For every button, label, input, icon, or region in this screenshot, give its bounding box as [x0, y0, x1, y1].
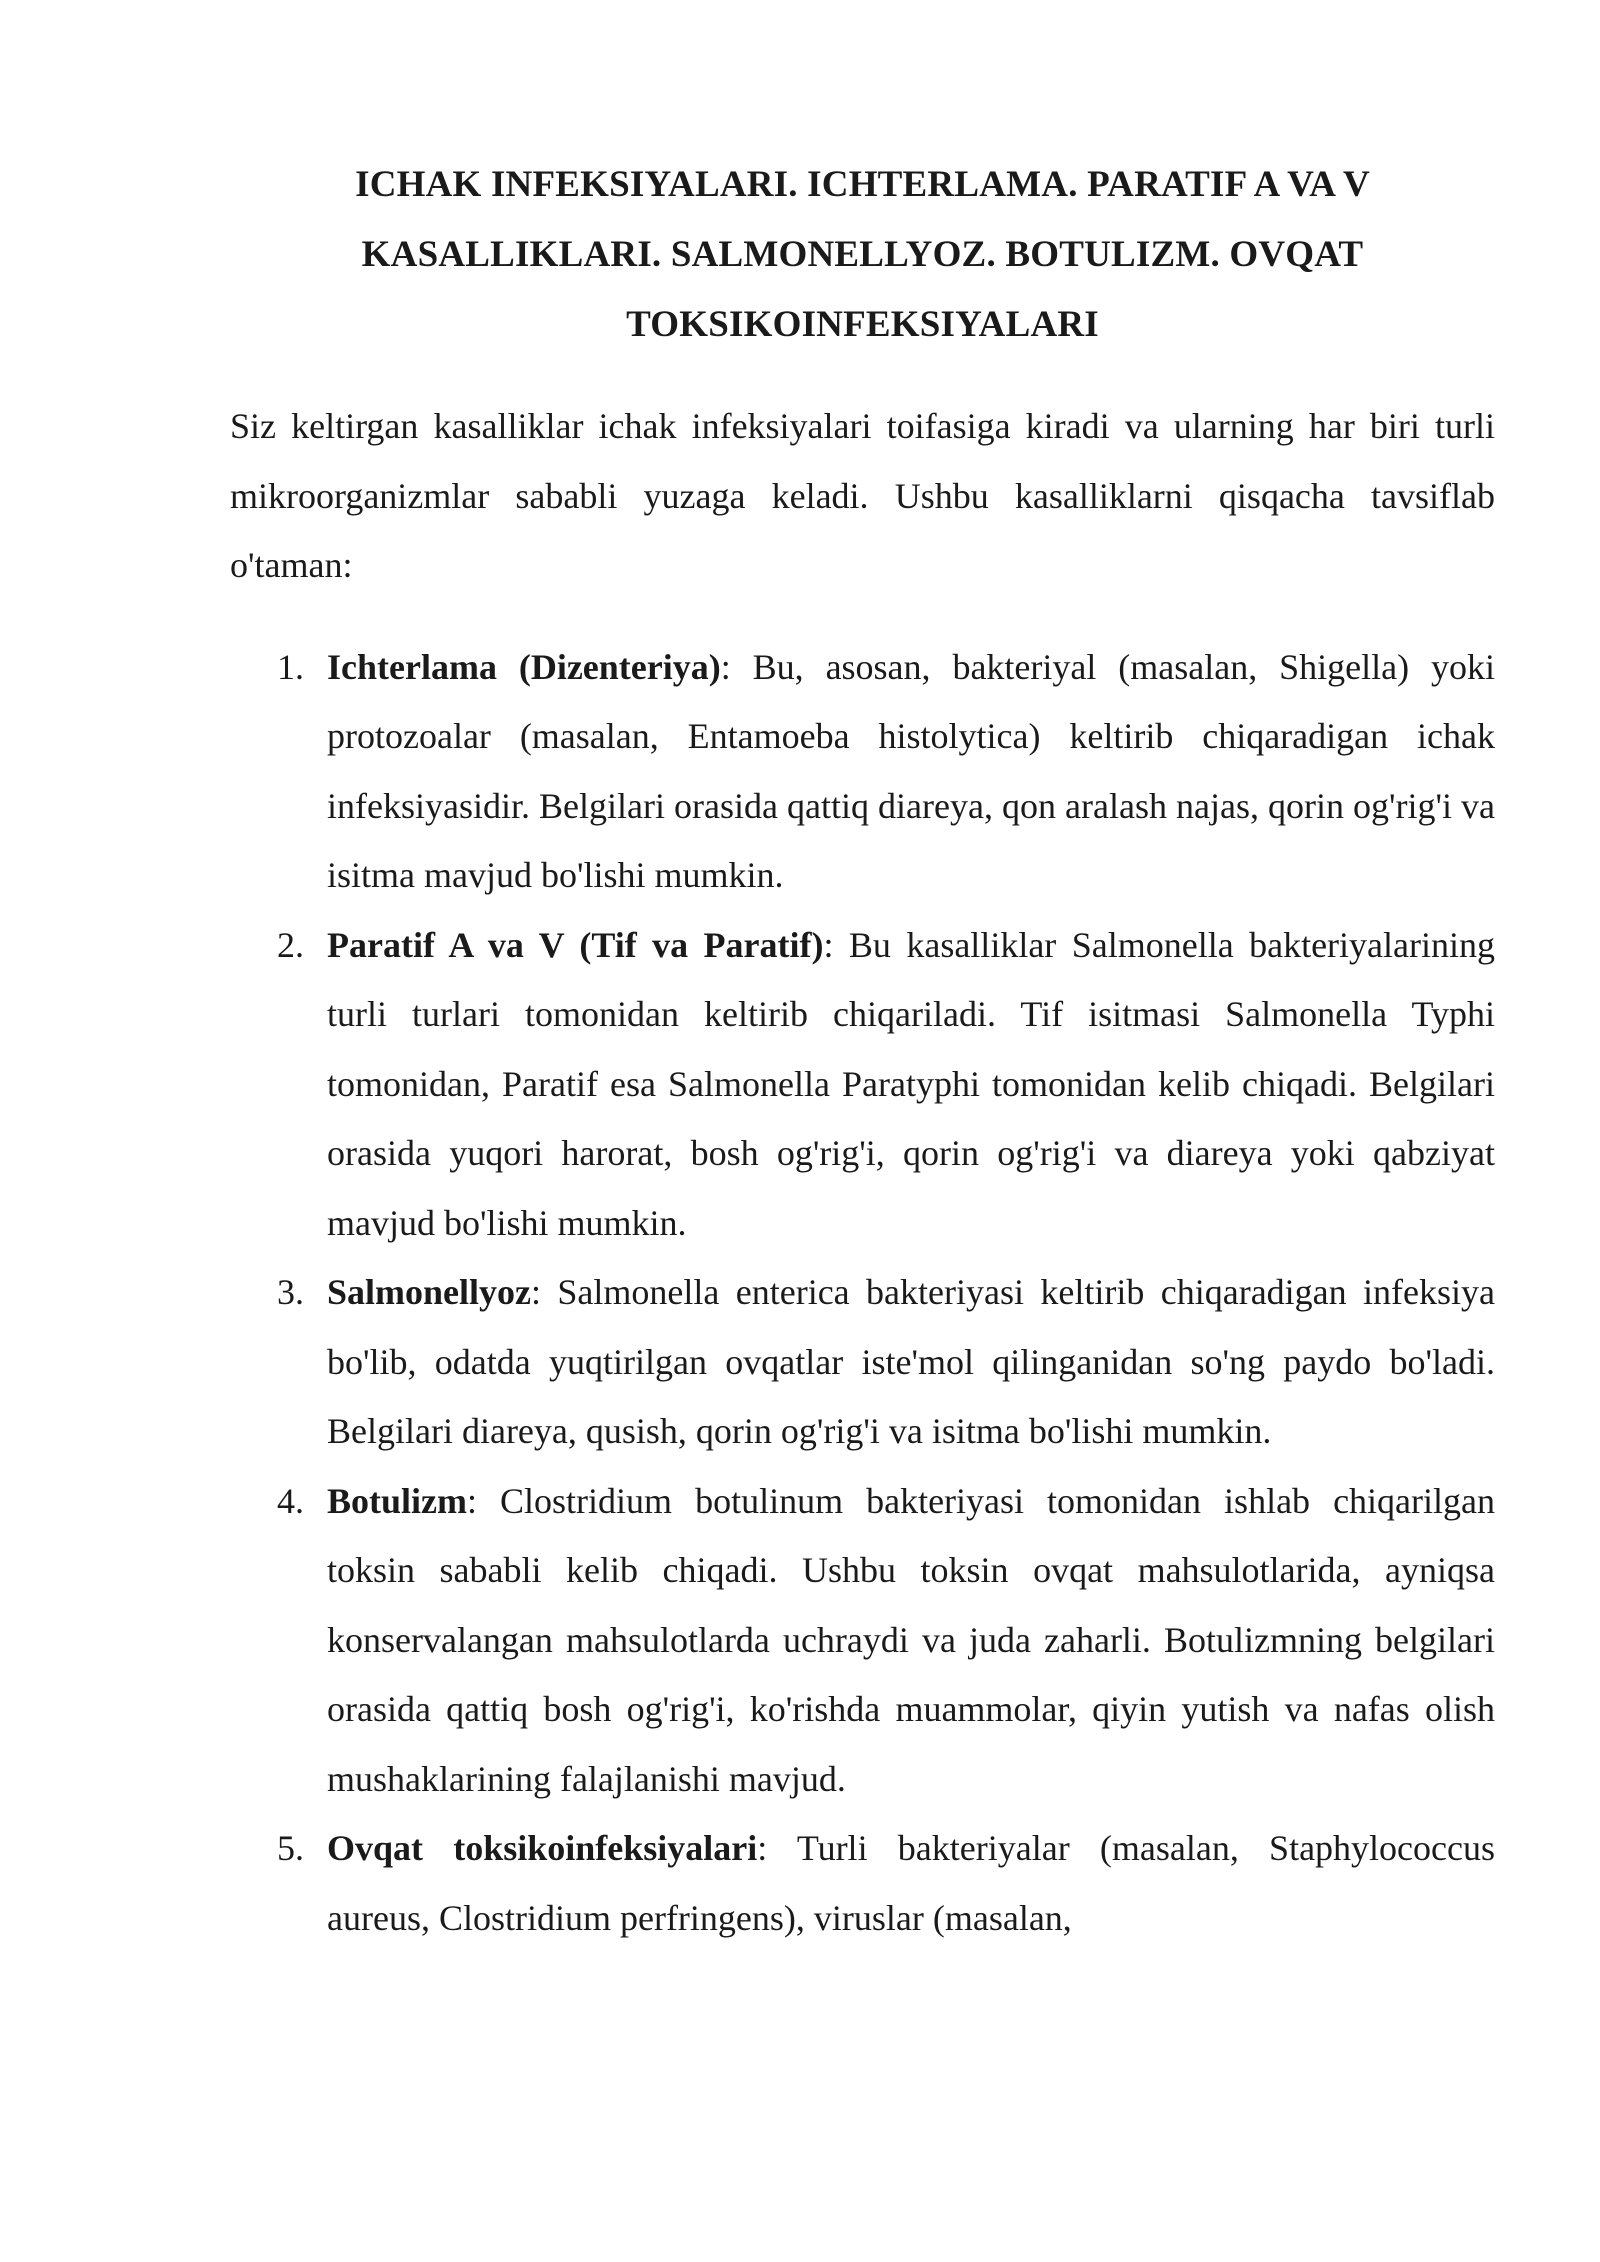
- list-item-number: 3.: [277, 1272, 304, 1312]
- list-item-term: Ovqat toksikoinfeksiyalari: [327, 1828, 758, 1868]
- list-item-text: : Clostridium botulinum bakteriyasi tomonidan ishlab chiqarilgan toksin sababli kelib chiqadi. Ushbu toksin ovqat mahsulotlarida, ayniqsa konservalangan mahsulotlarda uchraydi va juda zaharli. Botulizmning belgilari orasida qattiq bosh og'rig'i, ko'rishda muammolar, qiyin yutish va nafas olish mushaklarining falajlanishi mavjud.: [327, 1480, 1495, 1799]
- list-item-text: : Salmonella enterica bakteriyasi keltirib chiqaradigan infeksiya bo'lib, odatda yuqtirilgan ovqatlar iste'mol qilinganidan so'ng paydo bo'ladi. Belgilari diareya, qusish, qorin og'rig'i va isitma bo'lishi mumkin.: [327, 1272, 1495, 1451]
- list-item: [230, 633, 1495, 911]
- list-item: [230, 1814, 1495, 1953]
- list-item: [230, 1258, 1495, 1467]
- list-item: [230, 1467, 1495, 1815]
- list-item-term: Ichterlama (Dizenteriya): [327, 646, 721, 687]
- list-item-term: Botulizm: [327, 1480, 467, 1521]
- list-item-number: 5.: [277, 1828, 304, 1868]
- document-title: ICHAK INFEKSIYALARI. ICHTERLAMA. PARATIF A VA V KASALLIKLARI. SALMONELLYOZ. BOTULIZM. OVQAT TOKSIKOINFEKSIYALARI: [355, 164, 1370, 345]
- list-item-text: : Turli bakteriyalar (masalan, Staphylococcus aureus, Clostridium perfringens), viruslar (masalan,: [327, 1828, 1495, 1938]
- list-item-number: 1.: [277, 646, 304, 687]
- intro-paragraph: Siz keltirgan kasalliklar ichak infeksiyalari toifasiga kiradi va ularning har biri turli mikroorganizmlar sababli yuzaga keladi. Ushbu kasalliklarni qisqacha tavsiflab o'taman:: [230, 406, 1495, 585]
- disease-list: [230, 633, 1495, 1954]
- list-item-number: 4.: [277, 1480, 304, 1521]
- document-page: [230, 150, 1495, 1953]
- list-item-text: : Bu kasalliklar Salmonella bakteriyalarining turli turlari tomonidan keltirib chiqariladi. Tif isitmasi Salmonella Typhi tomonidan, Paratif esa Salmonella Paratyphi tomonidan kelib chiqadi. Belgilari orasida yuqori harorat, bosh og'rig'i, qorin og'rig'i va diareya yoki qabziyat mavjud bo'lishi mumkin.: [327, 924, 1495, 1243]
- list-item-term: Salmonellyoz: [327, 1272, 531, 1312]
- list-item-term: Paratif A va V (Tif va Paratif): [327, 924, 824, 965]
- list-item: [230, 911, 1495, 1259]
- list-item-text: : Bu, asosan, bakteriyal (masalan, Shigella) yoki protozoalar (masalan, Entamoeba histolytica) keltirib chiqaradigan ichak infeksiyasidir. Belgilari orasida qattiq diareya, qon aralash najas, qorin og'rig'i va isitma mavjud bo'lishi mumkin.: [327, 646, 1495, 895]
- list-item-number: 2.: [277, 924, 304, 965]
